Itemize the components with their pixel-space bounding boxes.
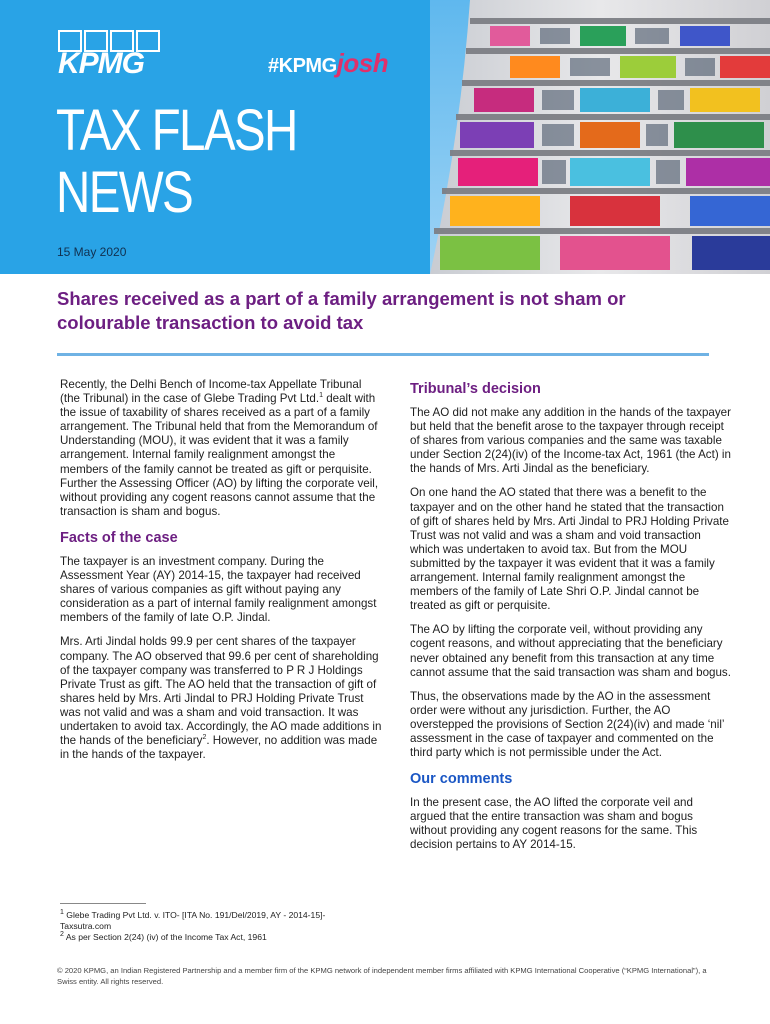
article-headline: Shares received as a part of a family arrangement is not sham or colourable transaction to avoid tax xyxy=(57,288,626,333)
decision-paragraph-1: The AO did not make any addition in the hands of the taxpayer but held that the benefit arose to the taxpayer through receipt of shares from various companies and the same was taxable under Section 2(24)(iv) of the Income-tax Act, 1961 (the Act) in the hands of Mrs. Arti Jindal as the beneficiary. xyxy=(410,406,731,476)
title-line-1: TAX FLASH xyxy=(56,98,297,163)
right-column xyxy=(410,380,732,863)
footnotes xyxy=(60,910,360,944)
footnote-ref-2[interactable]: 2 xyxy=(202,734,207,742)
issue-date: 15 May 2020 xyxy=(57,245,127,259)
decision-heading: Tribunal’s decision xyxy=(410,381,541,397)
left-column xyxy=(60,378,382,772)
facts-paragraph-2: Mrs. Arti Jindal holds 99.9 per cent shares of the taxpayer company. The AO observed that 99.6 per cent of shareholding of the taxpayer company was transferred to P R J Holdings Private Trust as gift. The AO held that the transaction of gift of shares held by Mrs. Arti Jindal to PRJ Holding Private Trust was not valid and was a sham and void transaction. It was undertaken to avoid tax. Accordingly, the AO made additions in the hands of the beneficiary$^2$. However, no addition was made in the hands of the taxpayer. xyxy=(60,635,382,762)
footnote-divider xyxy=(60,903,146,904)
copyright-footer: © 2020 KPMG, an Indian Registered Partnership and a member firm of the KPMG network of independent member firms affiliated with KPMG International Cooperative (“KPMG International”), a Swiss entity. All rights reserved. xyxy=(57,966,707,986)
footnote-2: $^2$ As per Section 2(24) (iv) of the Income Tax Act, 1961 xyxy=(60,931,267,943)
title-line-2: NEWS xyxy=(56,160,193,225)
comments-heading: Our comments xyxy=(410,771,513,788)
kpmg-logo xyxy=(58,30,162,80)
hashtag-suffix: josh xyxy=(336,48,389,78)
footnote-ref-1[interactable]: 1 xyxy=(319,392,323,400)
decision-paragraph-3: The AO by lifting the corporate veil, without providing any cogent reasons, and without appreciating that the beneficiary never obtained any benefit from this transaction at any time cannot assume that the said transaction was sham and bogus. xyxy=(410,623,731,679)
comments-paragraph: In the present case, the AO lifted the corporate veil and argued that the entire transaction was sham and bogus without providing any cogent reasons for the same. This decision pertains to AY 2014-15. xyxy=(410,796,698,852)
footnote-1: $^1$ Glebe Trading Pvt Ltd. v. ITO- [ITA No. 191/Del/2019, AY - 2014-15]- Taxsutra.com xyxy=(60,909,326,932)
newsletter-title xyxy=(56,100,297,224)
kpmg-wordmark: KPMG xyxy=(58,47,144,80)
decision-paragraph-2: On one hand the AO stated that there was a benefit to the taxpayer and on the other hand he stated that the transaction of gift of shares held by Mrs. Arti Jindal to PRJ Holding Private Trust was not valid and was a sham and void transaction which was undertaken to avoid tax. But from the MOU submitted by the taxpayer it was evident that it was a family arrangement. Internal family realignment amongst the members of the family of Late Shri O.P. Jindal cannot be treated as gift or perquisite. xyxy=(410,486,729,613)
facts-heading: Facts of the case xyxy=(60,529,178,546)
headline-divider xyxy=(57,353,709,356)
masthead xyxy=(0,0,770,274)
decision-paragraph-4: Thus, the observations made by the AO in the assessment order were without any jurisdiction. Further, the AO overstepped the provisions of Section 2(24)(iv) and made ‘nil’ assessment in the case of taxpayer and commented on the third party which is not permissible under the Act. xyxy=(410,689,725,760)
intro-paragraph: Recently, the Delhi Bench of Income-tax Appellate Tribunal (the Tribunal) in the case of Glebe Trading Pvt Ltd.$^1$ dealt with the issue of taxability of shares received as a part of a family arrangement. The Tribunal held that from the Memorandum of Understanding (MOU), it was evident that it was a family arrangement. Internal family realignment amongst the members of the family cannot be treated as gift or perquisite. Further the Assessing Officer (AO) by lifting the corporate veil, without providing any cogent reasons cannot assume that the transaction is sham and bogus. xyxy=(60,378,379,518)
facts-paragraph-1: The taxpayer is an investment company. During the Assessment Year (AY) 2014-15, the taxpayer had received shares of various companies as gift without paying any consideration as a part of internal family realignment amongst members of the family of late O.P. Jindal. xyxy=(60,554,377,625)
building-photo xyxy=(430,0,770,274)
hashtag-prefix: #KPMG xyxy=(268,55,337,77)
kpmg-josh-hashtag xyxy=(268,48,388,79)
